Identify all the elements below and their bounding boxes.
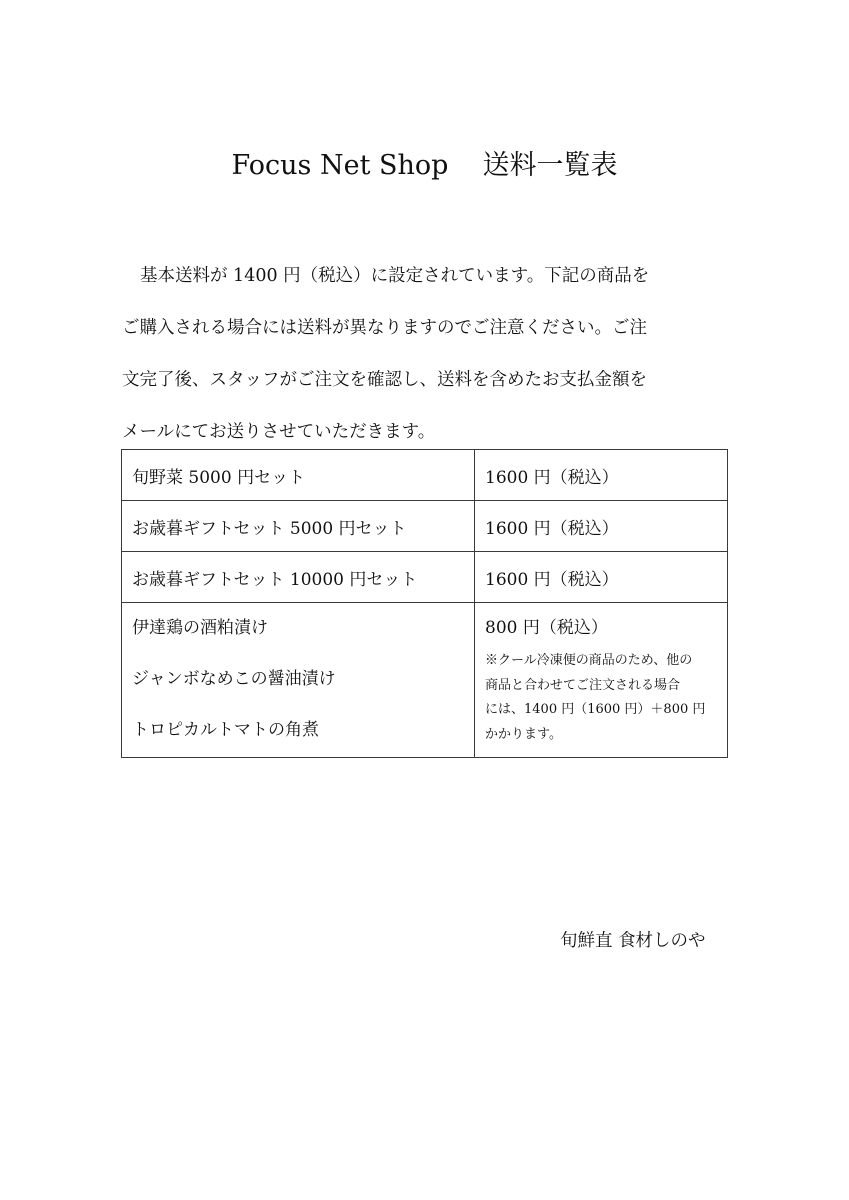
product-name-cell: 旬野菜 5000 円セット	[122, 450, 475, 501]
note-line: かかります。	[485, 726, 562, 742]
cool-shipping-note	[485, 649, 717, 747]
note-line: 商品と合わせてご注文される場合	[485, 677, 681, 693]
product-name: ジャンボなめこの醤油漬け	[132, 669, 336, 689]
title-shop-name: Focus Net Shop	[231, 150, 449, 181]
shop-signature: 旬鮮直 食材しのや	[560, 931, 706, 951]
shipping-price-cell: 1600 円（税込）	[475, 552, 728, 603]
shipping-price-cell: 1600 円（税込）	[475, 501, 728, 552]
shipping-price: 800 円（税込）	[485, 618, 608, 638]
table-row	[122, 552, 728, 603]
product-name-cell: お歳暮ギフトセット 5000 円セット	[122, 501, 475, 552]
title-document-name: 送料一覧表	[482, 150, 618, 181]
product-name: トロピカルトマトの角煮	[132, 720, 319, 740]
table-row-cool-frozen	[122, 603, 728, 758]
table-row	[122, 501, 728, 552]
product-name: 伊達鶏の酒粕漬け	[132, 618, 268, 638]
intro-line: 文完了後、スタッフがご注文を確認し、送料を含めたお支払金額を	[122, 370, 647, 390]
shipping-price-cell: 1600 円（税込）	[475, 450, 728, 501]
intro-line: メールにてお送りさせていただきます。	[122, 422, 436, 442]
note-line: には、1400 円（1600 円）＋800 円	[485, 702, 706, 717]
intro-line: 基本送料が 1400 円（税込）に設定されています。下記の商品を	[140, 266, 650, 286]
page-title	[0, 146, 849, 186]
intro-line: ご購入される場合には送料が異なりますのでご注意ください。ご注	[122, 318, 647, 338]
shipping-rate-table	[121, 449, 728, 758]
product-list-cell	[122, 603, 475, 758]
shipping-price-cell	[475, 603, 728, 758]
table-row	[122, 450, 728, 501]
product-name-cell: お歳暮ギフトセット 10000 円セット	[122, 552, 475, 603]
note-line: ※クール冷凍便の商品のため、他の	[485, 653, 693, 668]
intro-paragraph	[122, 250, 728, 458]
